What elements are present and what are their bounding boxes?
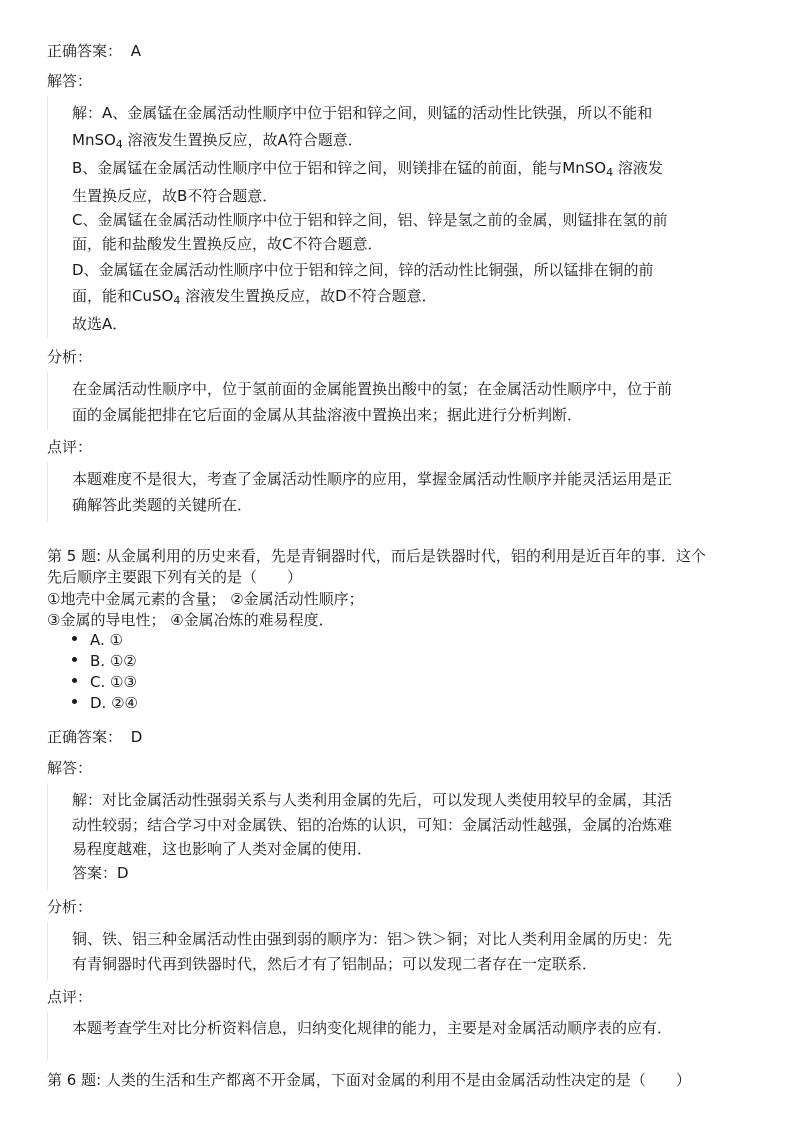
subscript-4: 4 [173,294,181,307]
q4-solution-line-8 [72,285,437,307]
q5-correct-value: D [130,728,143,746]
q4-correct-value: A [130,42,142,60]
q5-analysis-box [47,922,754,980]
q4-answer-label: 解答： [47,72,93,90]
q5-solution-line-4: 答案：D [72,864,129,882]
q5-option-d[interactable] [72,693,138,714]
q4-correct-label: 正确答案： [47,42,123,60]
q4-solution-line-8-rest: 溶液发生置换反应，故D不符合题意． [180,287,437,305]
q5-option-a-label: A. ① [90,631,123,649]
q5-question-line-3: ①地壳中金属元素的含量； ②金属活动性顺序； [47,590,364,608]
q4-solution-line-2 [72,129,363,151]
q5-question-line-4: ③金属的导电性； ④金属冶炼的难易程度． [47,611,334,629]
q4-solution-line-4: 生置换反应，故B不符合题意． [72,187,278,205]
subscript-4: 4 [606,166,614,179]
q4-analysis-box [47,372,754,430]
q4-comment-label: 点评： [47,438,93,456]
q4-solution-line-8-text: 面，能和CuSO [72,287,174,305]
q4-solution-line-2-rest: 溶液发生置换反应，故A符合题意． [122,131,363,149]
q4-comment-line-2: 确解答此类题的关键所在． [72,496,253,514]
q5-option-c[interactable] [72,672,137,693]
q5-analysis-label: 分析： [47,898,93,916]
subscript-4: 4 [115,138,123,151]
bullet-icon [72,636,77,641]
q5-solution-line-1: 解：对比金属活动性强弱关系与人类利用金属的先后，可以发现人类使用较早的金属，其活 [72,791,673,809]
formula-mnso: MnSO [72,131,116,149]
q4-solution-line-1: 解：A、金属锰在金属活动性顺序中位于铝和锌之间，则锰的活动性比铁强，所以不能和 [72,104,653,122]
q4-analysis-label: 分析： [47,348,93,366]
q4-analysis-line-1: 在金属活动性顺序中，位于氢前面的金属能置换出酸中的氢；在金属活动性顺序中，位于前 [72,380,673,398]
q4-solution-box [47,96,754,338]
q5-comment-label: 点评： [47,988,93,1006]
bullet-icon [72,678,77,683]
q5-correct-label: 正确答案： [47,728,123,746]
q5-option-b-label: B. ①② [90,652,137,670]
q5-analysis-line-1: 铜、铁、铝三种金属活动性由强到弱的顺序为：铝＞铁＞铜；对比人类利用金属的历史：先 [72,930,673,948]
q4-solution-line-3-rest: 溶液发 [613,159,663,177]
q5-solution-box [47,783,754,891]
q4-comment-box [47,462,754,522]
q4-solution-line-6: 面，能和盐酸发生置换反应，故C不符合题意． [72,235,383,253]
q4-solution-line-3-text: B、金属锰在金属活动性顺序中位于铝和锌之间，则镁排在锰的前面，能与MnSO [72,159,607,177]
q5-question-line-1: 第 5 题: 从金属利用的历史来看，先是青铜器时代，而后是铁器时代，铝的利用是近百年的事．这个 [47,547,706,565]
q5-analysis-line-2: 有青铜器时代再到铁器时代，然后才有了铝制品；可以发现二者存在一定联系． [72,955,598,973]
q5-question-line-2: 先后顺序主要跟下列有关的是（ ） [47,568,303,586]
q5-correct-answer [47,726,142,748]
q4-correct-answer [47,40,141,62]
q5-option-c-label: C. ①③ [90,673,137,691]
q4-comment-line-1: 本题难度不是很大，考查了金属活动性顺序的应用，掌握金属活动性顺序并能灵活运用是正 [72,470,673,488]
q4-solution-line-7: D、金属锰在金属活动性顺序中位于铝和锌之间，锌的活动性比铜强，所以锰排在铜的前 [72,261,654,279]
q5-option-a[interactable] [72,630,123,651]
q5-solution-line-3: 易程度越难，这也影响了人类对金属的使用． [72,840,373,858]
q4-solution-line-9: 故选A． [72,315,128,333]
bullet-icon [72,657,77,662]
q6-question-line: 第 6 题: 人类的生活和生产都离不开金属，下面对金属的利用不是由金属活动性决定的是（ ） [47,1071,691,1089]
q5-comment-box [47,1012,754,1060]
q5-comment-line-1: 本题考查学生对比分析资料信息，归纳变化规律的能力，主要是对金属活动顺序表的应有． [72,1019,673,1037]
q5-option-b[interactable] [72,651,137,672]
q4-solution-line-5: C、金属锰在金属活动性顺序中位于铝和锌之间，铝、锌是氢之前的金属，则锰排在氢的前 [72,211,668,229]
q4-analysis-line-2: 面的金属能把排在它后面的金属从其盐溶液中置换出来；据此进行分析判断． [72,406,583,424]
q5-solution-line-2: 动性较弱；结合学习中对金属铁、铝的冶炼的认识，可知：金属活动性越强，金属的冶炼难 [72,816,673,834]
bullet-icon [72,699,77,704]
q4-solution-line-3 [72,157,663,179]
q5-option-d-label: D. ②④ [90,694,138,712]
q5-answer-label: 解答： [47,759,93,777]
